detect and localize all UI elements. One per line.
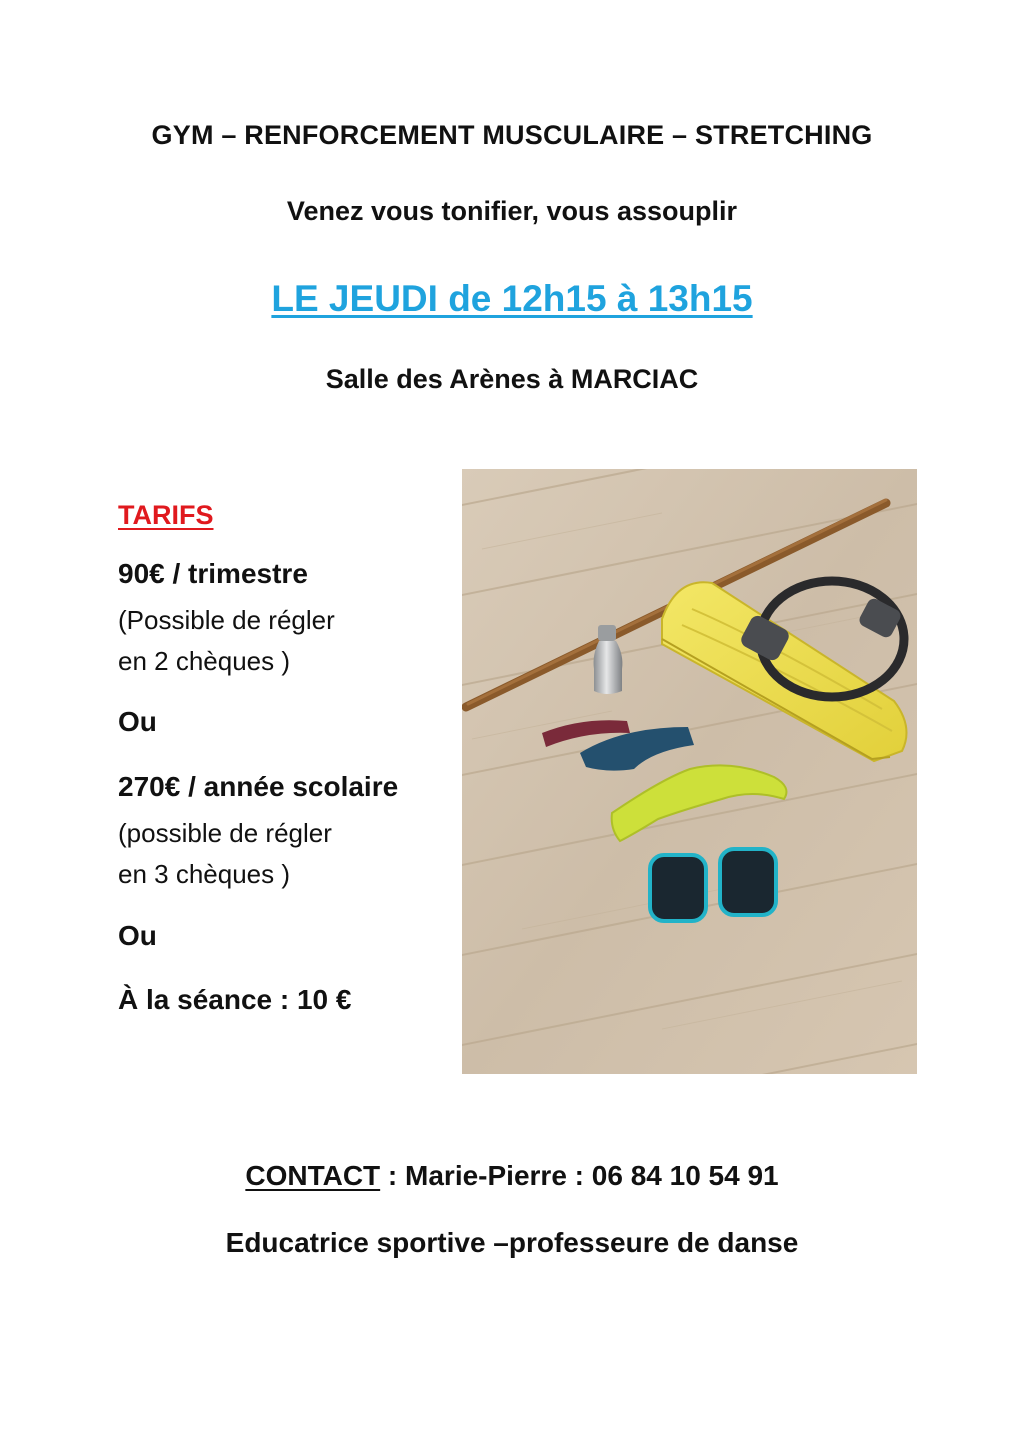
price-trimester: 90€ / trimestre [118, 558, 308, 589]
note-line: en 3 chèques ) [118, 859, 291, 889]
poster-title: GYM – RENFORCEMENT MUSCULAIRE – STRETCHING [151, 120, 873, 150]
price-school-year-note [118, 813, 332, 895]
venue-text: Salle des Arènes à MARCIAC [325, 364, 699, 394]
price-trimester-note [118, 600, 335, 682]
contact-label: CONTACT [245, 1160, 381, 1191]
equipment-photo-illustration [462, 469, 917, 1074]
note-line: (Possible de régler [118, 605, 335, 635]
ankle-weight-right [720, 849, 776, 915]
tarifs-heading: TARIFS [118, 500, 214, 530]
equipment-photo [462, 469, 917, 1074]
contact-line [0, 1160, 1024, 1192]
price-school-year: 270€ / année scolaire [118, 771, 399, 802]
poster-subtitle: Venez vous tonifier, vous assouplir [286, 196, 738, 226]
schedule-text: LE JEUDI de 12h15 à 13h15 [271, 278, 753, 319]
ankle-weight-left [650, 855, 706, 921]
price-per-session: À la séance : 10 € [118, 984, 352, 1015]
or-separator: Ou [118, 706, 157, 737]
note-line: (possible de régler [118, 818, 332, 848]
note-line: en 2 chèques ) [118, 646, 291, 676]
contact-details: : Marie-Pierre : 06 84 10 54 91 [380, 1160, 779, 1191]
or-separator: Ou [118, 920, 157, 951]
contact-role: Educatrice sportive –professeure de danse [225, 1227, 799, 1258]
